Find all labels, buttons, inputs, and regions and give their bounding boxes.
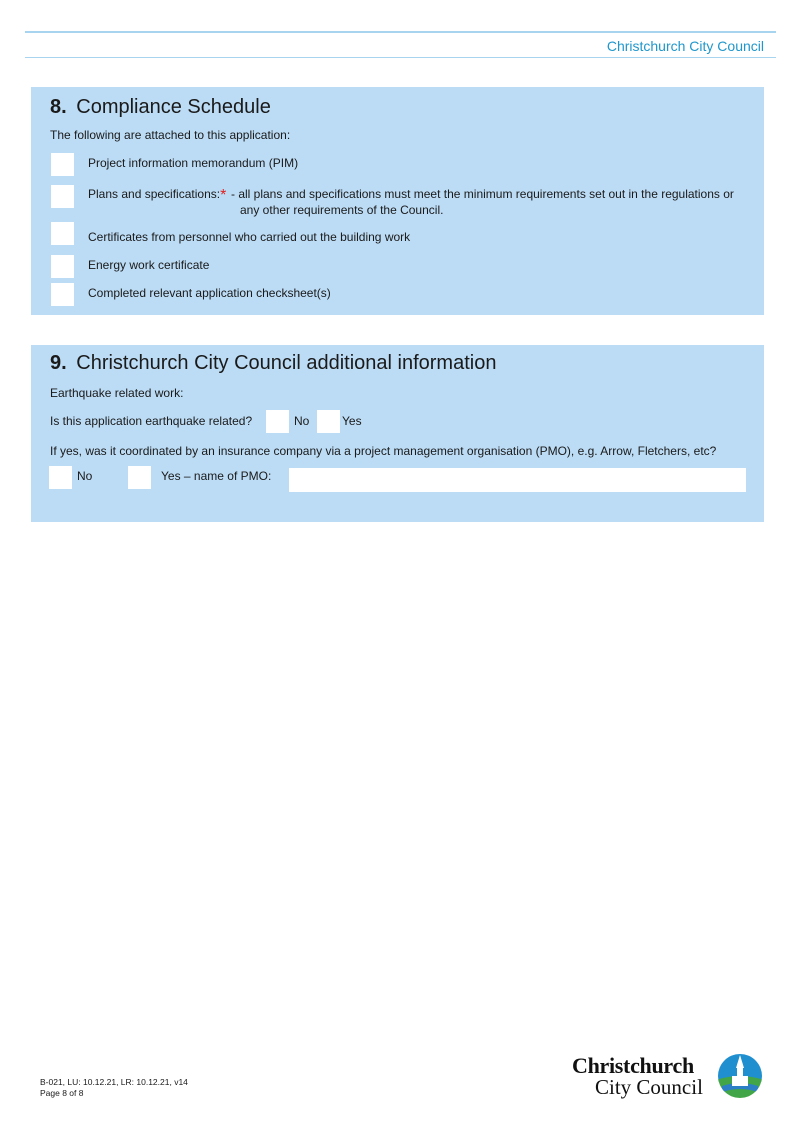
- section-9-number: 9.: [50, 352, 67, 374]
- pmo-name-input[interactable]: [289, 468, 746, 492]
- logo-wordmark-line-2: City Council: [595, 1075, 703, 1099]
- earthquake-subheading: Earthquake related work:: [50, 386, 184, 400]
- pmo-no-label: No: [77, 469, 93, 483]
- pim-label: Project information memorandum (PIM): [88, 156, 299, 170]
- pmo-question: If yes, was it coordinated by an insurance company via a project management organisation (PMO), e.g. Arrow, Fletchers, etc?: [50, 444, 717, 458]
- header-council-name: Christchurch City Council: [606, 38, 764, 54]
- section-8-title: [50, 96, 271, 119]
- page-number: Page 8 of 8: [40, 1088, 84, 1098]
- plans-note-line-2: any other requirements of the Council.: [240, 203, 444, 217]
- header-rule-top: [25, 31, 776, 33]
- earthquake-no-checkbox[interactable]: [266, 410, 289, 433]
- section-8-intro: The following are attached to this application:: [50, 128, 291, 142]
- pmo-yes-checkbox[interactable]: [128, 466, 151, 489]
- plans-specs-label: [88, 187, 226, 205]
- pmo-no-checkbox[interactable]: [49, 466, 72, 489]
- section-compliance-schedule: [31, 87, 764, 315]
- required-asterisk: *: [220, 187, 227, 204]
- checksheet-label: Completed relevant application checksheet(s): [88, 286, 331, 300]
- section-additional-information: [31, 345, 764, 522]
- checksheet-checkbox[interactable]: [51, 283, 74, 306]
- form-reference: B-021, LU: 10.12.21, LR: 10.12.21, v14: [40, 1077, 188, 1087]
- earthquake-yes-label: Yes: [342, 414, 362, 428]
- plans-note-line-1: - all plans and specifications must meet the minimum requirements set out in the regulations or: [231, 187, 734, 201]
- section-8-number: 8.: [50, 96, 67, 118]
- earthquake-no-label: No: [294, 414, 310, 428]
- section-9-title-text: Christchurch City Council additional information: [76, 352, 497, 374]
- pim-checkbox[interactable]: [51, 153, 74, 176]
- certificates-label: Certificates from personnel who carried out the building work: [88, 230, 411, 244]
- header-rule-bottom: [25, 57, 776, 58]
- earthquake-yes-checkbox[interactable]: [317, 410, 340, 433]
- section-8-title-text: Compliance Schedule: [76, 96, 271, 118]
- pmo-yes-label: Yes – name of PMO:: [161, 469, 272, 483]
- energy-cert-label: Energy work certificate: [88, 258, 210, 272]
- earthquake-question: Is this application earthquake related?: [50, 414, 253, 428]
- council-logo-emblem-icon: [716, 1052, 764, 1100]
- energy-cert-checkbox[interactable]: [51, 255, 74, 278]
- plans-specs-checkbox[interactable]: [51, 185, 74, 208]
- section-9-title: [50, 352, 496, 375]
- plans-specs-label-text: Plans and specifications:: [88, 187, 221, 201]
- certificates-checkbox[interactable]: [51, 222, 74, 245]
- logo-wordmark-line-1: Christchurch: [572, 1053, 694, 1078]
